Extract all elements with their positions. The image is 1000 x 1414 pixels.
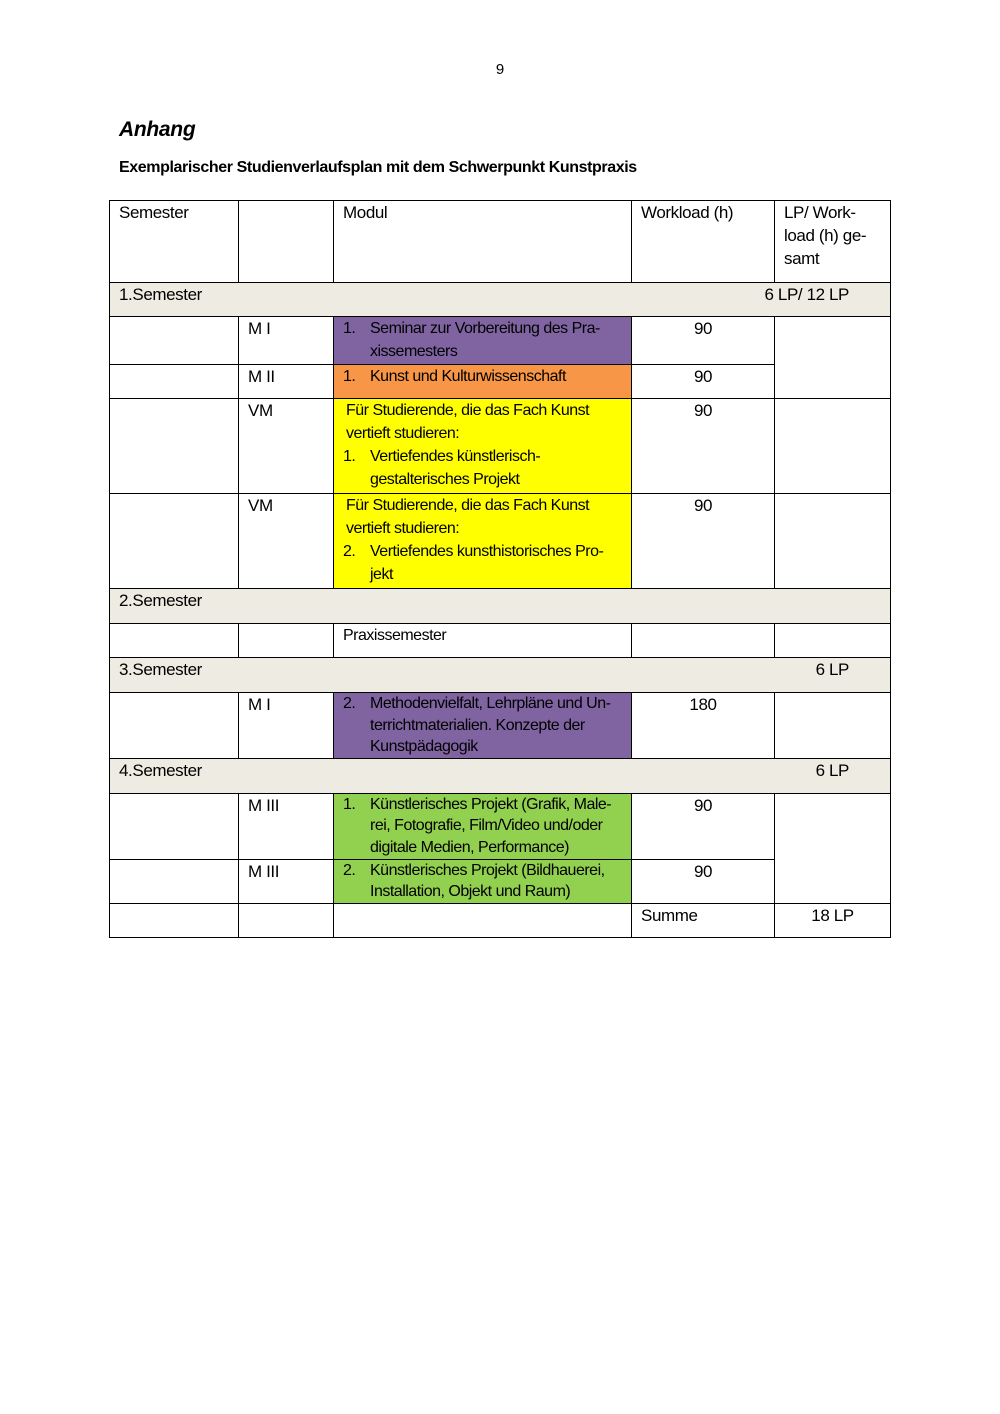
item-number: 2. bbox=[343, 695, 356, 712]
item-number: 1. bbox=[343, 320, 356, 337]
semester-band-3 bbox=[110, 658, 891, 693]
table-row bbox=[110, 365, 891, 399]
semester-cell bbox=[110, 859, 239, 903]
module-intro-line: Für Studierende, die das Fach Kunst bbox=[346, 497, 590, 514]
module-line: terrichtmaterialien. Konzepte der bbox=[370, 716, 585, 734]
module-code: M III bbox=[239, 793, 334, 859]
semester-label: 3.Semester bbox=[119, 660, 202, 679]
semester-row bbox=[110, 658, 891, 693]
header-modul: Modul bbox=[334, 201, 632, 283]
module-code: M III bbox=[239, 859, 334, 903]
semester-cell bbox=[110, 693, 239, 759]
table-row bbox=[110, 494, 891, 589]
table-header-row bbox=[110, 201, 891, 283]
module-item bbox=[343, 540, 622, 586]
study-plan-table bbox=[109, 200, 891, 938]
module-item bbox=[343, 365, 622, 388]
study-plan-title: Exemplarischer Studienverlaufsplan mit dem Schwerpunkt Kunstpraxis bbox=[119, 159, 637, 176]
semester-row bbox=[110, 758, 891, 793]
module-line: Installation, Objekt und Raum) bbox=[370, 883, 571, 900]
semester-cell bbox=[110, 793, 239, 859]
table-row bbox=[110, 317, 891, 365]
item-number: 1. bbox=[343, 368, 356, 385]
workload-value: 90 bbox=[632, 793, 775, 859]
workload-value: 90 bbox=[632, 399, 775, 494]
module-cell bbox=[334, 793, 632, 859]
workload-value bbox=[632, 624, 775, 658]
module-line: Kunstpädagogik bbox=[370, 738, 478, 755]
module-cell bbox=[334, 859, 632, 903]
module-code: M II bbox=[239, 365, 334, 399]
item-number: 1. bbox=[343, 795, 356, 813]
table-row bbox=[110, 693, 891, 759]
workload-value: 90 bbox=[632, 859, 775, 903]
lp-cell bbox=[775, 793, 891, 903]
module-line: Seminar zur Vorbereitung des Pra- bbox=[370, 320, 600, 337]
appendix-heading: Anhang bbox=[119, 118, 196, 141]
semester-lp: 6 LP bbox=[815, 660, 849, 679]
module-code: M I bbox=[239, 317, 334, 365]
lp-cell bbox=[775, 399, 891, 494]
workload-value: 180 bbox=[632, 693, 775, 759]
module-intro-line: Für Studierende, die das Fach Kunst bbox=[346, 402, 590, 419]
item-number: 1. bbox=[343, 448, 356, 465]
module-line: Vertiefendes künstlerisch- bbox=[370, 448, 541, 465]
lp-cell bbox=[775, 624, 891, 658]
table-row bbox=[110, 624, 891, 658]
module-line: rei, Fotografie, Film/Video und/oder bbox=[370, 817, 603, 834]
header-code bbox=[239, 201, 334, 283]
module-line: Künstlerisches Projekt (Bildhauerei, bbox=[370, 861, 605, 879]
table-row bbox=[110, 793, 891, 859]
item-number: 2. bbox=[343, 861, 356, 879]
module-intro-line: vertieft studieren: bbox=[346, 425, 460, 442]
module-line: digitale Medien, Performance) bbox=[370, 838, 569, 856]
module-item bbox=[343, 317, 622, 363]
header-lp-line: LP/ Work- bbox=[784, 203, 856, 222]
module-code: VM bbox=[239, 399, 334, 494]
semester-cell bbox=[110, 365, 239, 399]
module-item bbox=[343, 860, 622, 903]
semester-lp: 6 LP/ 12 LP bbox=[764, 285, 849, 304]
module-cell bbox=[334, 365, 632, 399]
module-code: VM bbox=[239, 494, 334, 589]
total-value: 18 LP bbox=[775, 903, 891, 937]
module-cell: Praxissemester bbox=[334, 624, 632, 658]
semester-cell bbox=[110, 494, 239, 589]
header-lp-workload bbox=[775, 201, 891, 283]
header-lp-line: samt bbox=[784, 249, 820, 268]
module-intro-line: vertieft studieren: bbox=[346, 520, 460, 537]
module-code bbox=[239, 903, 334, 937]
semester-cell bbox=[110, 317, 239, 365]
semester-cell bbox=[110, 624, 239, 658]
module-line: Vertiefendes kunsthistorisches Pro- bbox=[370, 543, 604, 560]
semester-band-1 bbox=[110, 283, 891, 317]
semester-label: 1.Semester bbox=[119, 285, 202, 304]
module-item bbox=[343, 794, 622, 859]
semester-row bbox=[110, 589, 891, 624]
semester-lp: 6 LP bbox=[815, 760, 849, 780]
module-intro bbox=[343, 399, 622, 445]
workload-value: 90 bbox=[632, 317, 775, 365]
workload-value: 90 bbox=[632, 365, 775, 399]
semester-band-4 bbox=[110, 758, 891, 793]
lp-cell bbox=[775, 317, 891, 399]
module-code bbox=[239, 624, 334, 658]
semester-cell bbox=[110, 903, 239, 937]
table-row bbox=[110, 399, 891, 494]
semester-label: 4.Semester bbox=[119, 760, 202, 780]
module-line: Methodenvielfalt, Lehrpläne und Un- bbox=[370, 695, 611, 712]
module-item bbox=[343, 445, 622, 491]
table-row bbox=[110, 859, 891, 903]
module-line: Kunst und Kulturwissenschaft bbox=[370, 368, 566, 385]
header-lp-line: load (h) ge- bbox=[784, 226, 867, 245]
module-line: xissemesters bbox=[370, 343, 458, 360]
module-line: gestalterisches Projekt bbox=[370, 471, 520, 488]
module-line: jekt bbox=[370, 566, 393, 583]
module-item bbox=[343, 693, 622, 758]
module-cell bbox=[334, 693, 632, 759]
semester-row bbox=[110, 283, 891, 317]
header-semester: Semester bbox=[110, 201, 239, 283]
lp-cell bbox=[775, 693, 891, 759]
workload-value: 90 bbox=[632, 494, 775, 589]
module-line: Künstlerisches Projekt (Grafik, Male- bbox=[370, 795, 612, 813]
semester-cell bbox=[110, 399, 239, 494]
semester-band-2 bbox=[110, 589, 891, 624]
header-workload: Workload (h) bbox=[632, 201, 775, 283]
total-row bbox=[110, 903, 891, 937]
module-cell bbox=[334, 494, 632, 589]
lp-cell bbox=[775, 494, 891, 589]
module-intro bbox=[343, 494, 622, 540]
item-number: 2. bbox=[343, 543, 356, 560]
module-code: M I bbox=[239, 693, 334, 759]
module-cell bbox=[334, 903, 632, 937]
page-number: 9 bbox=[495, 61, 505, 78]
module-cell bbox=[334, 399, 632, 494]
module-cell bbox=[334, 317, 632, 365]
total-label: Summe bbox=[632, 903, 775, 937]
semester-label: 2.Semester bbox=[119, 591, 202, 610]
